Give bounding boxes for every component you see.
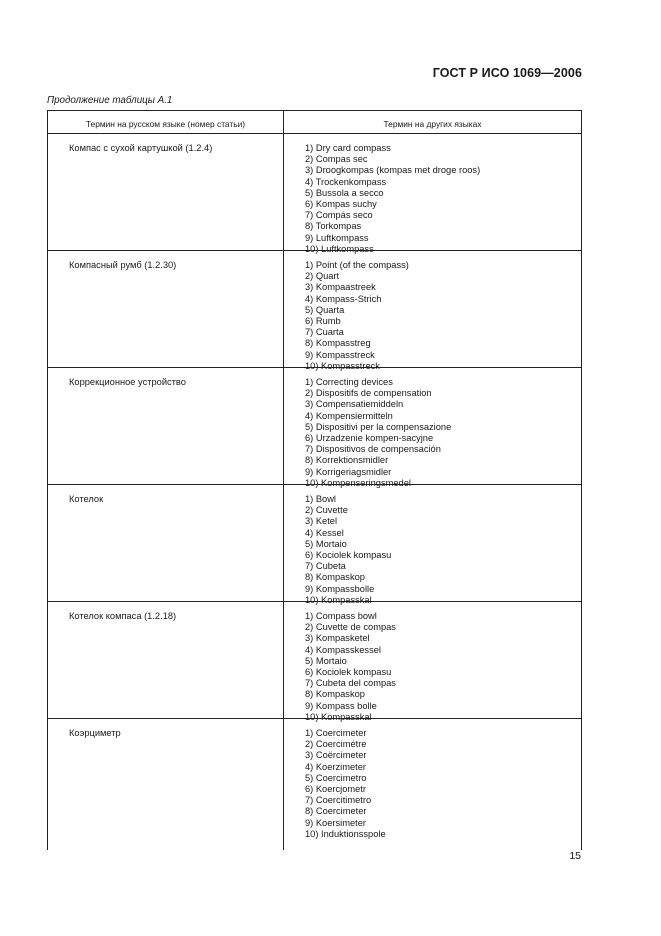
translation-item: 6) Kociolek kompasu	[305, 667, 392, 678]
translation-item: 7) Cubeta del compas	[305, 678, 396, 689]
translation-item: 4) Kessel	[305, 527, 344, 538]
column-header-russian: Термин на русском языке (номер статьи)	[85, 119, 246, 129]
translation-item: 8) Kompaskop	[305, 572, 365, 583]
table-row	[48, 134, 581, 254]
translation-item: 3) Kompasketel	[305, 633, 370, 644]
translation-item: 2) Cuvette	[305, 505, 348, 516]
translation-item: 5) Mortaio	[305, 538, 347, 549]
translation-item: 2) Quart	[305, 271, 340, 282]
translation-item: 7) Cuarta	[305, 327, 344, 338]
translation-item: 6) Urzadzenie kompen-sacyjne	[305, 433, 434, 444]
russian-term: Компасный румб (1.2.30)	[69, 260, 177, 270]
translation-item: 8) Torkompas	[305, 221, 362, 232]
table-row	[48, 602, 581, 722]
column-header-other-languages: Термин на других языках	[383, 119, 482, 129]
translation-item: 6) Rumb	[305, 316, 341, 327]
translation-item: 3) Ketel	[305, 516, 338, 527]
table-row	[48, 719, 581, 851]
russian-term: Котелок компаса (1.2.18)	[69, 611, 177, 621]
translation-item: 8) Kompaskop	[305, 689, 365, 700]
translation-item: 9) Kompassbolle	[305, 583, 375, 594]
translation-item: 5) Dispositivi per la compensazione	[305, 421, 452, 432]
translation-item: 9) Koersimeter	[305, 817, 366, 828]
translation-item: 3) Kompaastreek	[305, 282, 376, 293]
translation-list	[305, 494, 391, 606]
translation-item: 9) Kompass bolle	[305, 700, 377, 711]
terms-table	[47, 110, 582, 850]
translation-item: 9) Luftkompass	[305, 232, 369, 243]
translation-item: 8) Korrektionsmidler	[305, 455, 389, 466]
translation-item: 10) Luftkompass	[305, 243, 374, 254]
translation-item: 4) Koerzimeter	[305, 761, 366, 772]
translation-item: 5) Bussola a secco	[305, 187, 384, 198]
translation-item: 1) Bowl	[305, 494, 337, 504]
translation-item: 7) Coercitimetro	[305, 795, 372, 806]
translation-item: 2) Compas sec	[305, 154, 368, 165]
translation-item: 7) Dispositivos de compensación	[305, 444, 441, 455]
translation-item: 7) Cubeta	[305, 561, 346, 572]
translation-item: 4) Kompensiermitteln	[305, 410, 393, 421]
translation-item: 9) Korrigeriagsmidler	[305, 466, 392, 477]
translation-list	[305, 377, 451, 489]
translation-item: 5) Mortaio	[305, 655, 347, 666]
translation-item: 4) Kompasskessel	[305, 644, 381, 655]
translation-item: 5) Coercimetro	[305, 772, 367, 783]
translation-item: 2) Dispositifs de compensation	[305, 388, 432, 399]
translation-item: 9) Kompasstreck	[305, 349, 375, 360]
translation-item: 5) Quarta	[305, 304, 345, 315]
table-row	[48, 485, 581, 605]
russian-term: Коэрциметр	[69, 728, 121, 738]
translation-item: 10) Kompenseringsmedel	[305, 477, 411, 488]
table-header	[48, 111, 581, 134]
translation-list	[305, 260, 409, 372]
document-code: ГОСТ Р ИСО 1069—2006	[432, 66, 582, 80]
translation-item: 1) Compass bowl	[305, 611, 377, 621]
russian-term: Котелок	[69, 494, 104, 504]
page-number: 15	[569, 850, 581, 862]
translation-list	[305, 611, 396, 723]
translation-item: 6) Kompas suchy	[305, 199, 377, 210]
translation-item: 4) Kompass-Strich	[305, 293, 382, 304]
russian-term: Коррекционное устройство	[69, 377, 186, 387]
translation-item: 10) Induktionsspole	[305, 828, 386, 839]
translation-list	[305, 143, 480, 255]
translation-item: 4) Trockenkompass	[305, 176, 387, 187]
translation-item: 10) Kompasstreck	[305, 360, 380, 371]
translation-item: 6) Koercjometr	[305, 784, 366, 795]
translation-item: 3) Compensatiemiddeln	[305, 399, 404, 410]
translation-item: 3) Droogkompas (kompas met droge roos)	[305, 165, 481, 176]
translation-item: 1) Correcting devices	[305, 377, 393, 387]
table-row	[48, 251, 581, 371]
translation-item: 6) Kociolek kompasu	[305, 550, 392, 561]
translation-list	[305, 728, 386, 840]
translation-item: 2) Cuvette de compas	[305, 622, 396, 633]
translation-item: 8) Coercimeter	[305, 806, 367, 817]
translation-item: 3) Coërcimeter	[305, 750, 367, 761]
table-caption: Продолжение таблицы А.1	[47, 95, 173, 106]
translation-item: 7) Compás seco	[305, 210, 373, 221]
translation-item: 1) Point (of the compass)	[305, 260, 409, 270]
translation-item: 10) Kompasskal	[305, 711, 372, 722]
russian-term: Компас с сухой картушкой (1.2.4)	[69, 143, 213, 153]
translation-item: 1) Coercimeter	[305, 728, 367, 738]
translation-item: 2) Coercimétre	[305, 739, 367, 750]
translation-item: 1) Dry card compass	[305, 143, 391, 153]
translation-item: 10) Kompasskal	[305, 594, 372, 605]
table-row	[48, 368, 581, 488]
translation-item: 8) Kompasstreg	[305, 338, 371, 349]
